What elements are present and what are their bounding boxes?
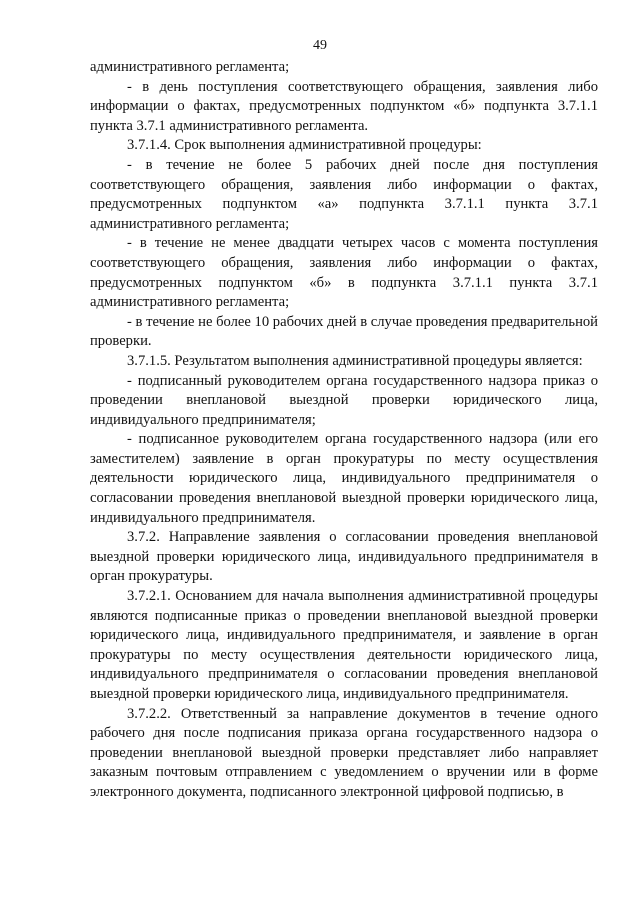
paragraph: - в день поступления соответствующего обращения, заявления либо информации о фактах, предусмотренных подпунктом «б» подпункта 3.7.1.1 пункта 3.7.1 административного регламента. xyxy=(90,78,598,134)
paragraph: 3.7.1.4. Срок выполнения административной процедуры: xyxy=(127,137,482,154)
page-number: 49 xyxy=(313,38,327,53)
paragraph: - в течение не более 5 рабочих дней после дня поступления соответствующего обращения, заявления либо информации о фактах, предусмотренных подпунктом «а» подпункта 3.7.1.1 пункта 3.7.1 административного регламента; xyxy=(90,156,598,232)
paragraph: - в течение не менее двадцати четырех часов с момента поступления соответствующего обращения, заявления либо информации о фактах, предусмотренных подпунктом «б» в подпункта 3.7.1.1 пункта 3.7.1 административного регламента; xyxy=(90,235,598,311)
paragraph: - в течение не более 10 рабочих дней в случае проведения предварительной проверки. xyxy=(90,313,598,350)
paragraph: административного регламента; xyxy=(90,59,290,75)
paragraph: 3.7.2.2. Ответственный за направление документов в течение одного рабочего дня после подписания приказа органа государственного надзора о проведении внеплановой выездной проверки представляет либо направляет заказным почтовым отправлением с уведомлением о вручении или в форме электронного документа, подписанного электронной цифровой подписью, в xyxy=(90,705,598,800)
paragraph: - подписанное руководителем органа государственного надзора (или его заместителем) заявление в орган прокуратуры по месту осуществления деятельности юридического лица, индивидуального предпринимателя о согласовании проведения внеплановой выездной проверки юридического лица, индивидуального предпринимателя. xyxy=(90,431,598,526)
paragraph: 3.7.2.1. Основанием для начала выполнения административной процедуры являются подписанные приказ о проведении внеплановой выездной проверки юридического лица, индивидуального предпринимателя, и заявление в орган прокуратуры по месту осуществления деятельности юридического лица, индивидуального предпринимателя о согласовании проведения внеплановой выездной проверки юридического лица, индивидуального предпринимателя. xyxy=(90,588,598,702)
paragraph: 3.7.1.5. Результатом выполнения административной процедуры является: xyxy=(127,352,583,369)
paragraph: - подписанный руководителем органа государственного надзора приказ о проведении внеплановой выездной проверки юридического лица, индивидуального предпринимателя; xyxy=(90,372,598,428)
paragraph: 3.7.2. Направление заявления о согласовании проведения внеплановой выездной проверки юридического лица, индивидуального предпринимателя в орган прокуратуры. xyxy=(90,529,598,585)
document-body xyxy=(90,58,598,803)
